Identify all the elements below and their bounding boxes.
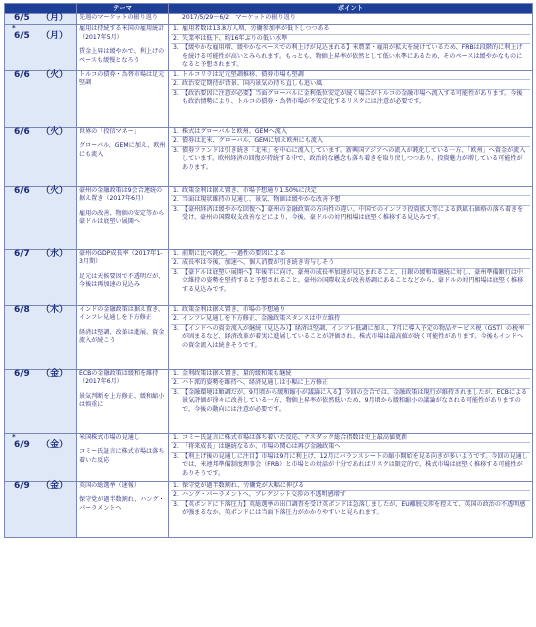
theme-cell xyxy=(77,14,169,25)
weekday-text: （火） xyxy=(40,185,68,196)
point-number: 3. xyxy=(173,268,179,276)
header-date xyxy=(5,4,77,14)
date-line xyxy=(7,441,74,450)
point-item xyxy=(171,147,530,173)
weekday-text: （水） xyxy=(40,248,68,259)
date-line xyxy=(7,14,74,23)
table-row[interactable] xyxy=(5,70,533,127)
theme-text: 景気判断を上方修正、緩和縮小は慎重に xyxy=(79,392,165,408)
theme-text: 豪州の金融政策は9会合連続の据え置き（2017年6月） xyxy=(79,186,163,202)
weekday-text: （木） xyxy=(40,304,68,315)
theme-text: 英国の総選挙（速報） xyxy=(79,481,140,489)
point-text: インフレ見通しを下方修正、金融政策スタンスは中立維持 xyxy=(182,315,341,322)
point-text: 保守党が過半数割れ、労働党が大幅に伸びる xyxy=(182,481,305,489)
point-text: 【政治要因に注意が必要】当面グローバルに金利低位安定が続く場合がトルコの金融市場へ流入する可能性があります。今後も政治情勢により、トルコの債券・為替市場が不安定化するリスクには注意が必要です。 xyxy=(182,89,523,105)
theme-cell xyxy=(77,186,169,249)
point-number: 3. xyxy=(173,146,179,154)
point-item xyxy=(171,128,530,138)
theme-text: ECBの金融政策は緩和を維持（2017年6月） xyxy=(79,369,159,385)
weekday-text: （火） xyxy=(40,126,68,137)
points-cell xyxy=(169,186,533,249)
points-cell xyxy=(169,25,533,71)
point-number: 1. xyxy=(173,369,179,377)
point-text: 「将来成長」は継続なるか、市場の関心は再び金融政策へ xyxy=(182,443,341,450)
point-number: 2. xyxy=(173,137,179,144)
point-text: 【インドへの資金流入が継続（見込み）】経済は堅調、インフレ低調に加え、7月に導入予定の物品サービス税（GST）の税率が固まるなど、経済改革が着実に進展していることが評価され、株式市場は最高値が続く可能性があります。今後もインドへの資金流入は続きそうです。 xyxy=(182,324,525,349)
point-item xyxy=(171,90,530,107)
point-number: 3. xyxy=(173,44,179,51)
point-text: 債券ファンドは引き続き「北米」を中心に流入しています。新興国アジアへの流入が鈍化している一方、「欧州」へ資金が流入しています。欧州経済の回復が持続する中で、政治的な懸念も落ち着きを取り戻しつつあり、投資魅力が増している可能性があります。 xyxy=(182,146,526,171)
date-line xyxy=(7,306,74,315)
point-text: 【英ポンドに下落圧力】英総選挙の出口調査を受け英ポンドは急落しましたが、EU離脱交渉を控えて、英国の政治の不透明感が強まるなか、英ポンドには当面下落圧力がかかりやすいと見られます。 xyxy=(182,500,526,516)
date-text: 6/6 xyxy=(14,185,30,196)
point-number: 1. xyxy=(173,249,179,257)
point-number: 1. xyxy=(173,25,179,32)
date-text: 6/8 xyxy=(14,304,30,315)
point-text: 成長率は今後、加速へ、個人消費が引き続き寄与しそう xyxy=(182,259,335,266)
date-text: 6/5 xyxy=(14,13,30,23)
theme-cell xyxy=(77,249,169,305)
point-number: 2. xyxy=(173,491,179,498)
theme-text: 豪州のGDP成長率（2017年1-3月期） xyxy=(79,249,163,265)
point-item xyxy=(171,25,530,35)
theme-cell xyxy=(77,127,169,186)
point-item xyxy=(171,196,530,206)
point-number: 1. xyxy=(173,481,179,489)
points-cell xyxy=(169,433,533,481)
points-cell xyxy=(169,70,533,127)
point-number: 1. xyxy=(173,433,179,441)
theme-text: グローバル、GEMに加え、欧州にも流入 xyxy=(79,142,166,158)
point-text: コミー氏証言に株式市場は落ち着いた反応、ナスダック総合指数は史上最高値更新 xyxy=(182,433,408,441)
weekday-text: （金） xyxy=(40,439,68,450)
date-line xyxy=(7,370,74,379)
theme-text: インドの金融政策は据え置き、インフレ見通しを下方修正 xyxy=(79,305,165,321)
point-number: 3. xyxy=(173,388,179,396)
theme-cell xyxy=(77,25,169,71)
point-text: 当面は現状維持の見通し、景気、物価は緩やかな改善予想 xyxy=(182,196,341,203)
point-text: 雇用者数は13.8万人増、労働参加率が低下しつつある xyxy=(182,25,330,32)
theme-text: 賃金上昇は緩やかで、利上げのペースも緩慢となろう xyxy=(79,48,165,64)
point-item xyxy=(171,80,530,90)
point-text: 前期に比べ鈍化、一過性の要因による xyxy=(182,249,286,257)
point-item xyxy=(171,379,530,389)
theme-text: 雇用は持続する米国の雇用統計（2017年5月） xyxy=(79,25,165,41)
theme-cell xyxy=(77,305,169,369)
date-cell xyxy=(5,369,77,433)
date-cell xyxy=(5,14,77,25)
theme-cell xyxy=(77,433,169,481)
point-number: 2. xyxy=(173,315,179,322)
point-number: 1. xyxy=(173,127,179,135)
date-cell xyxy=(5,481,77,537)
theme-text: 経済は堅調、改革は進展、資金流入が続こう xyxy=(79,328,165,344)
theme-text: 保守党が過半数割れ、ハング・パーラメントへ xyxy=(79,496,165,512)
point-number: 1. xyxy=(173,70,179,78)
date-text: 6/9 xyxy=(14,480,30,491)
point-item xyxy=(171,370,530,380)
table-row[interactable] xyxy=(5,481,533,537)
point-number: 3. xyxy=(173,500,179,508)
point-text: 【豪ドルは底堅い展開へ】年後半に向け、豪州の成長率加速が見込まれること、日銀の緩和策継続に対し、豪州準備銀行は中立維持の姿勢を堅持すると予想されること、豪州の国際収支が改善基調にあることなどから、豪ドルの対円相場は底堅く推移する見込みです。 xyxy=(182,268,524,293)
point-text: 【利上げ後の見通しに注目】市場は9月に利上げ、12月にバランスシートの縮小開始を見る向きが多いようです。今回の見通しでは、米連邦準備制度理事会（FRB）と市場との対話が十分であればリスクは限定的で、株式市場は底堅く推移する可能性がありそうです。 xyxy=(182,452,528,477)
theme-text: コミー氏証言に株式市場は落ち着いた反応 xyxy=(79,448,165,464)
star-marker: * xyxy=(12,432,16,441)
point-number: 3. xyxy=(173,205,179,213)
point-text: 2017/5/29～6/2 マーケットの振り返り xyxy=(182,14,296,21)
point-item xyxy=(171,443,530,453)
date-cell xyxy=(5,127,77,186)
point-number: 3. xyxy=(173,452,179,460)
point-text: 政策金利は据え置き、市場の予想通り xyxy=(182,305,286,313)
theme-text: 先週のマーケットの振り返り xyxy=(79,14,158,21)
point-text: トルコリラは足元堅調推移、債券市場も堅調 xyxy=(182,70,304,78)
point-text: ハング・パーラメントへ、ブレグジット交渉の不透明感増す xyxy=(182,491,346,498)
date-cell xyxy=(5,25,77,71)
table-row[interactable] xyxy=(5,433,533,481)
theme-text: 足元は天候要因で不透明だが、今後は再加速の見込み xyxy=(79,272,165,288)
point-number: 1. xyxy=(173,186,179,194)
point-number: 2. xyxy=(173,379,179,386)
date-cell xyxy=(5,305,77,369)
date-text: 6/5 xyxy=(14,31,30,41)
point-number: 3. xyxy=(173,324,179,332)
date-cell xyxy=(5,186,77,249)
point-number: 3. xyxy=(173,89,179,97)
points-cell xyxy=(169,127,533,186)
point-text: 【緩やかな雇用増、緩やかなペースでの利上げが見込まれる】米農業・雇用が拡大を続けているため、FRBは段階的に利上げを続ける可能性が高いとみられます。もっとも、物価上昇率が依然として低い水準にあるため、そのペースは緩やかなものになると予想されます。 xyxy=(182,44,523,68)
point-text: 政策金利は据え置き、市場予想通り1.50%に決定 xyxy=(182,186,317,194)
point-item xyxy=(171,491,530,501)
date-text: 6/9 xyxy=(14,439,30,450)
point-text: 【豪州経済は緩やかな回復へ】豪州の金融政策の方向性の違い、中国でのインフラ投資拡大等による鉄鉱石価格の落ち着きを受け、豪州の国際収支改善などにより、今後、豪ドルの対円相場は底堅く推移する見込みです。 xyxy=(182,205,524,221)
point-item xyxy=(171,389,530,415)
table-header xyxy=(5,4,533,14)
weekday-text: （金） xyxy=(40,368,68,379)
table-row[interactable] xyxy=(5,305,533,369)
theme-text: トルコの債券・為替市場は足元堅調 xyxy=(79,70,165,86)
point-item xyxy=(171,44,530,70)
point-number: 1. xyxy=(173,305,179,313)
header-points: ポイント xyxy=(169,4,533,14)
date-cell xyxy=(5,249,77,305)
weekday-text: （火） xyxy=(40,69,68,80)
point-item xyxy=(171,14,530,23)
point-text: 金利政策は据え置き、量的緩和策も継続 xyxy=(182,369,292,377)
report-table xyxy=(4,3,533,538)
point-item xyxy=(171,325,530,351)
point-text: 失業率は低下、約16年ぶりの低い水準 xyxy=(182,34,288,42)
date-cell xyxy=(5,70,77,127)
theme-cell xyxy=(77,481,169,537)
point-item xyxy=(171,482,530,492)
point-number: 2. xyxy=(173,259,179,266)
points-cell xyxy=(169,369,533,433)
theme-text: 雇用の改善、物価の安定等から豪ドルは底堅い展開へ xyxy=(79,209,165,225)
date-text: 6/7 xyxy=(14,248,30,259)
point-item xyxy=(171,269,530,295)
theme-text: 米国株式市場の見通し xyxy=(79,433,140,441)
point-text: 株式はグローバルと欧州、GEMへ流入 xyxy=(182,127,287,135)
weekday-text: （月） xyxy=(40,13,68,23)
header-theme: テーマ xyxy=(77,4,169,14)
point-item xyxy=(171,306,530,316)
point-item xyxy=(171,71,530,81)
report-rows xyxy=(5,14,533,538)
table-row[interactable] xyxy=(5,186,533,249)
point-item xyxy=(171,206,530,223)
date-text: 6/6 xyxy=(14,126,30,137)
table-row[interactable] xyxy=(5,249,533,305)
point-number: 2. xyxy=(173,80,179,87)
points-cell xyxy=(169,14,533,25)
weekday-text: （金） xyxy=(40,480,68,491)
points-cell xyxy=(169,481,533,537)
point-item xyxy=(171,35,530,45)
star-marker: * xyxy=(12,24,16,32)
theme-cell xyxy=(77,70,169,127)
point-item xyxy=(171,250,530,260)
date-line xyxy=(7,250,74,259)
point-number: 2. xyxy=(173,196,179,203)
table-row[interactable] xyxy=(5,14,533,25)
theme-text: 世界の「投信マネー」 xyxy=(79,127,140,135)
point-text: 政治安定期待が背景、国内景気の持ち直しも追い風 xyxy=(182,80,323,87)
date-text: 6/6 xyxy=(14,69,30,80)
point-text: ハト派的姿勢を維持へ、経済見通しは小幅に上方修正 xyxy=(182,379,329,386)
point-number xyxy=(173,14,182,23)
table-row[interactable] xyxy=(5,369,533,433)
point-text: 債券は北米、グローバル、GEMに加え欧州にも流入 xyxy=(182,137,324,144)
table-row[interactable] xyxy=(5,127,533,186)
date-line xyxy=(7,32,74,41)
point-number: 2. xyxy=(173,34,179,42)
date-line xyxy=(7,128,74,137)
point-item xyxy=(171,434,530,444)
point-item xyxy=(171,137,530,147)
points-cell xyxy=(169,305,533,369)
points-cell xyxy=(169,249,533,305)
date-line xyxy=(7,187,74,196)
weekday-text: （月） xyxy=(40,31,68,41)
date-text: 6/9 xyxy=(14,368,30,379)
point-item xyxy=(171,453,530,479)
point-item xyxy=(171,187,530,197)
table-row[interactable] xyxy=(5,25,533,71)
date-line xyxy=(7,482,74,491)
point-number: 2. xyxy=(173,443,179,450)
theme-cell xyxy=(77,369,169,433)
point-item xyxy=(171,259,530,269)
point-item xyxy=(171,315,530,325)
date-cell xyxy=(5,433,77,481)
date-line xyxy=(7,71,74,80)
point-text: 【金融環境は順調だが、9月頃から緩和縮小が議論に入る】今回の会合では、金融政策は現行が維持されましたが、ECBによる景気評価が徐々に改善している一方、物価上昇率が依然低いため、9月頃から緩和縮小の議論がなされる可能性がありますので、今後の動向には注意が必要です。 xyxy=(182,388,528,413)
point-item xyxy=(171,501,530,518)
